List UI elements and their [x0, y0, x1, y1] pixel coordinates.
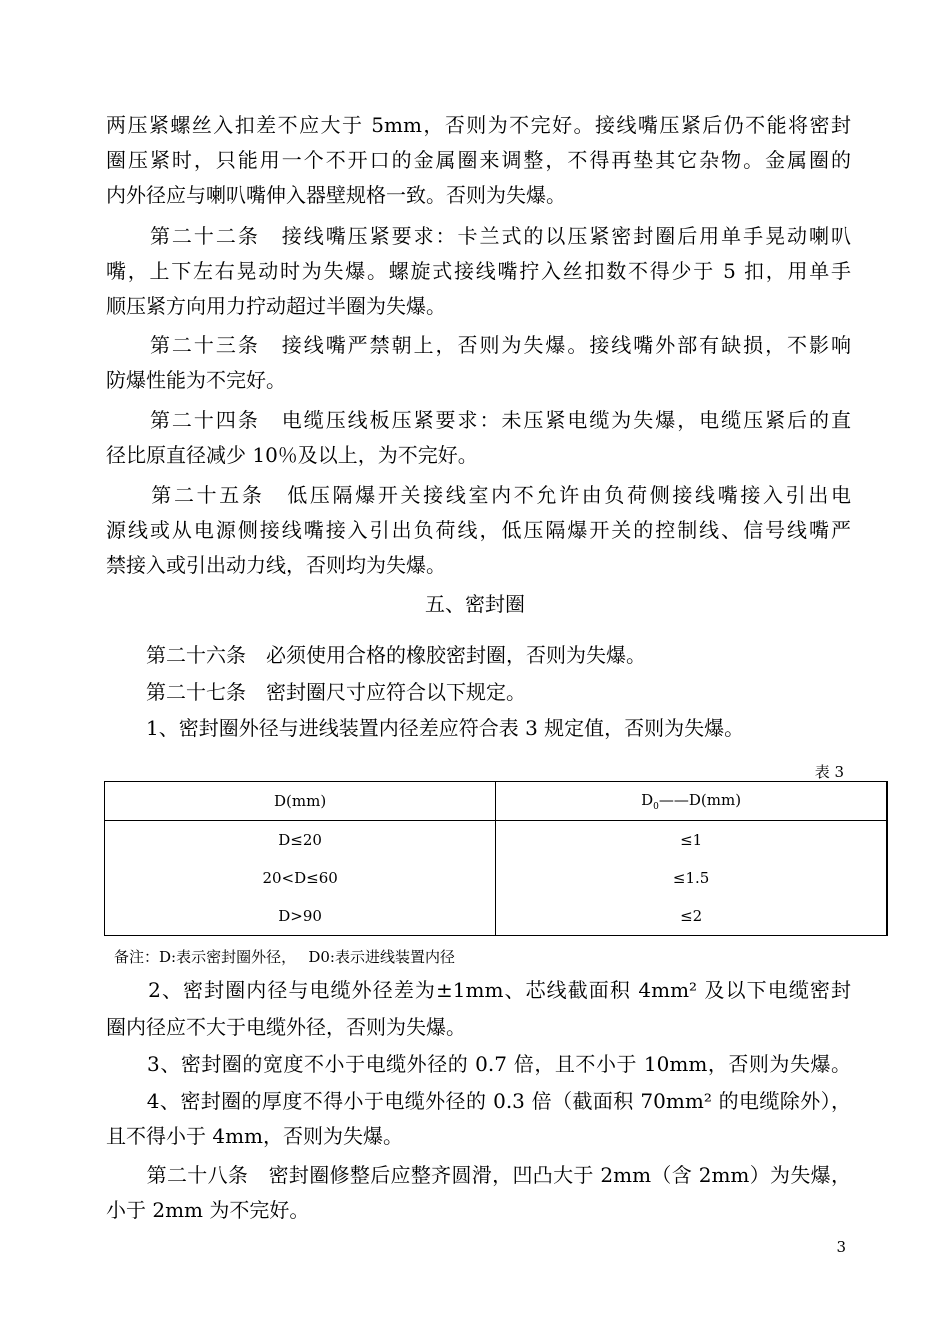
- paragraph-line: 顺压紧方向用力拧动超过半圈为失爆。: [106, 294, 446, 318]
- paragraph-line: 源线或从电源侧接线嘴接入引出负荷线，低压隔爆开关的控制线、信号线嘴严: [106, 518, 851, 542]
- paragraph-line: 且不得小于 4mm，否则为失爆。: [106, 1124, 404, 1148]
- paragraph-line: 2、密封圈内径与电缆外径差为±1mm、芯线截面积 4mm² 及以下电缆密封: [106, 978, 851, 1002]
- paragraph-line: 禁接入或引出动力线，否则均为失爆。: [106, 553, 446, 577]
- table-header-row: [105, 782, 888, 821]
- table-header-cell: D(mm): [105, 782, 496, 821]
- table-row: [105, 859, 888, 897]
- table-cell: ≤1: [496, 821, 887, 860]
- page-number: 3: [836, 1238, 846, 1256]
- table-row: [105, 897, 888, 936]
- paragraph-line: 径比原直径减少 10％及以上，为不完好。: [106, 443, 478, 467]
- table-header-suffix: ——D(mm): [658, 790, 742, 809]
- section-heading: 五、密封圈: [425, 592, 525, 616]
- table-cell: ≤2: [496, 897, 887, 936]
- seal-ring-table: [104, 781, 888, 936]
- table-cell: 20<D≤60: [105, 859, 496, 897]
- table-header-cell: [496, 782, 887, 821]
- table-caption: 表 3: [814, 763, 844, 781]
- paragraph-line: 圈内径应不大于电缆外径，否则为失爆。: [106, 1015, 466, 1039]
- table-row: [105, 821, 888, 860]
- paragraph-line: 圈压紧时，只能用一个不开口的金属圈来调整，不得再垫其它杂物。金属圈的: [106, 148, 851, 172]
- paragraph-line: 第二十二条 接线嘴压紧要求：卡兰式的以压紧密封圈后用单手晃动喇叭: [106, 224, 851, 248]
- paragraph-line: 1、密封圈外径与进线装置内径差应符合表 3 规定值，否则为失爆。: [106, 716, 745, 740]
- table-header-subscript: 0: [653, 801, 659, 812]
- table-header-symbol: D: [641, 790, 654, 809]
- table-cell: ≤1.5: [496, 859, 887, 897]
- paragraph-line: 第二十四条 电缆压线板压紧要求：未压紧电缆为失爆，电缆压紧后的直: [106, 408, 851, 432]
- paragraph-line: 小于 2mm 为不完好。: [106, 1198, 310, 1222]
- paragraph-line: 第二十五条 低压隔爆开关接线室内不允许由负荷侧接线嘴接入引出电: [106, 483, 851, 507]
- table-cell: D>90: [105, 897, 496, 936]
- paragraph-line: 第二十七条 密封圈尺寸应符合以下规定。: [106, 680, 526, 704]
- paragraph-line: 4、密封圈的厚度不得小于电缆外径的 0.3 倍（截面积 70mm² 的电缆除外），: [106, 1089, 851, 1113]
- paragraph-line: 3、密封圈的宽度不小于电缆外径的 0.7 倍，且不小于 10mm，否则为失爆。: [106, 1052, 851, 1076]
- paragraph-line: 嘴，上下左右晃动时为失爆。螺旋式接线嘴拧入丝扣数不得少于 5 扣，用单手: [106, 259, 851, 283]
- paragraph-line: 第二十六条 必须使用合格的橡胶密封圈，否则为失爆。: [106, 643, 646, 667]
- table-note: 备注：D:表示密封圈外径， D0:表示进线装置内径: [114, 948, 455, 966]
- paragraph-line: 内外径应与喇叭嘴伸入器壁规格一致。否则为失爆。: [106, 183, 566, 207]
- paragraph-line: 第二十八条 密封圈修整后应整齐圆滑，凹凸大于 2mm（含 2mm）为失爆，: [106, 1163, 851, 1187]
- table-cell: D≤20: [105, 821, 496, 860]
- paragraph-line: 两压紧螺丝入扣差不应大于 5mm，否则为不完好。接线嘴压紧后仍不能将密封: [106, 113, 851, 137]
- paragraph-line: 防爆性能为不完好。: [106, 368, 286, 392]
- paragraph-line: 第二十三条 接线嘴严禁朝上，否则为失爆。接线嘴外部有缺损，不影响: [106, 333, 851, 357]
